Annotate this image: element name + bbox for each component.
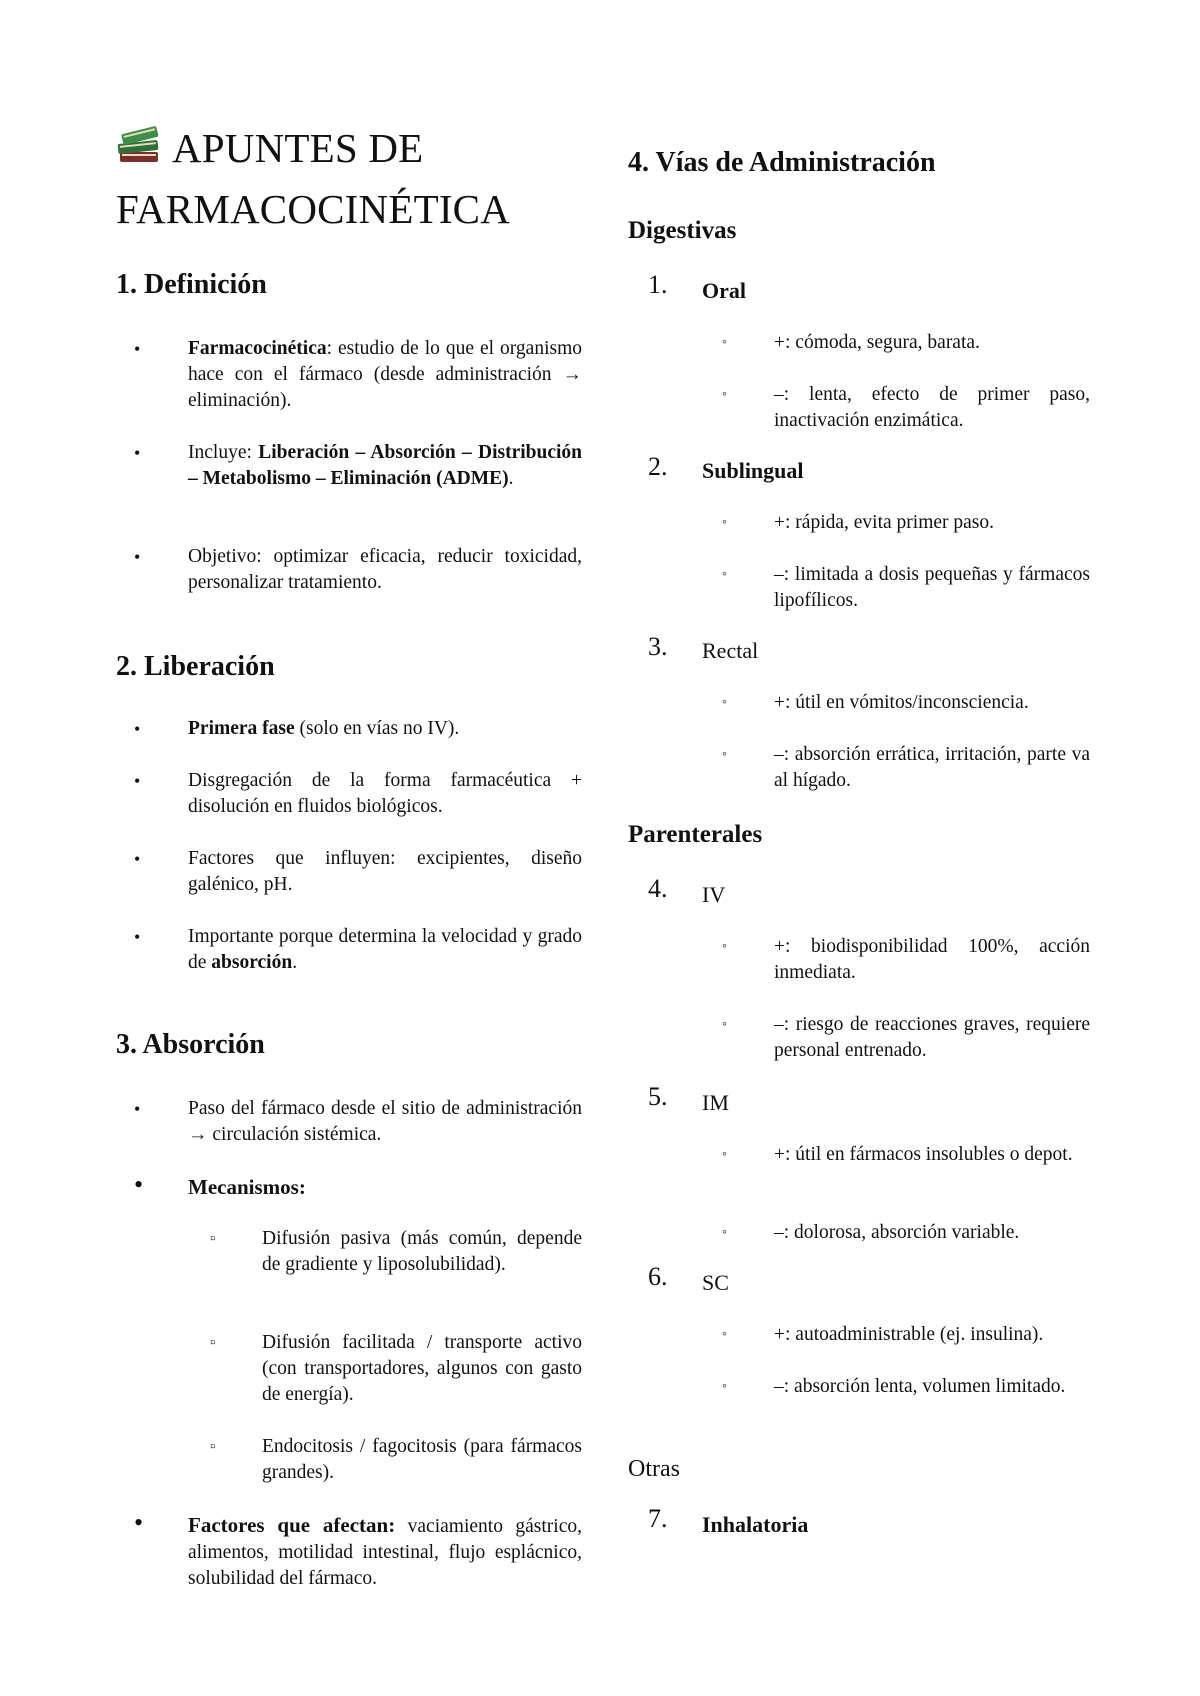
adme-phases: Liberación – Absorción – Distribución – Metabolismo – Eliminación (ADME) [188,442,583,489]
title-line1: APUNTES DE [172,125,424,171]
list-item: • Incluye: Liberación – Absorción – Distribución – Metabolismo – Eliminación (ADME). [134,442,583,489]
bullet: • [134,339,141,359]
route-pro: ◦ +: rápida, evita primer paso. [722,512,995,533]
route-inhalatoria: Inhalatoria [702,1512,809,1537]
subheading-parenterales: Parenterales [628,821,763,848]
heading-vias: 4. Vías de Administración [628,147,936,178]
list-item: • Factores que afectan: vaciamiento gástrico, alimentos, motilidad intestinal, flujo esplácnico, solubilidad del fármaco. [134,1508,582,1589]
list-item: • Mecanismos: [134,1170,306,1199]
route-number: 3. [648,632,668,661]
route-rectal: Rectal [702,638,759,663]
route-oral: Oral [702,278,746,303]
route-number: 4. [648,874,668,903]
route-sc: SC [702,1270,729,1295]
route-pro: ◦ +: útil en vómitos/inconsciencia. [722,692,1029,713]
sub-list-item: ▫ Difusión facilitada / transporte activo (con transportadores, algunos con gasto de energía). [210,1332,582,1405]
heading-definicion: 1. Definición [116,269,267,300]
route-number: 7. [648,1504,668,1533]
route-sublingual: Sublingual [702,458,804,483]
sub-list-item: ▫ Endocitosis / fagocitosis (para fármacos grandes). [210,1436,582,1483]
subheading-digestivas: Digestivas [628,217,737,244]
route-con: ◦ –: riesgo de reacciones graves, requiere personal entrenado. [722,1014,1090,1061]
sub-list-item: ▫ Difusión pasiva (más común, depende de gradiente y liposolubilidad). [210,1228,582,1275]
route-con: ◦ –: absorción errática, irritación, parte va al hígado. [722,744,1090,791]
list-item: • Factores que influyen: excipientes, diseño galénico, pH. [134,848,582,895]
route-con: ◦ –: dolorosa, absorción variable. [722,1222,1020,1243]
heading-liberacion: 2. Liberación [116,651,275,682]
books-icon [116,122,164,164]
list-item: • Primera fase (solo en vías no IV). [134,718,460,739]
route-pro: ◦ +: autoadministrable (ej. insulina). [722,1324,1044,1345]
route-number: 2. [648,452,668,481]
route-iv: IV [702,882,726,907]
page-title [116,118,586,240]
term-farmacocinetica: Farmacocinética [188,338,327,359]
route-con: ◦ –: lenta, efecto de primer paso, inactivación enzimática. [722,384,1090,431]
list-item: • Objetivo: optimizar eficacia, reducir toxicidad, personalizar tratamiento. [134,546,582,593]
subheading-otras: Otras [628,1456,680,1482]
list-item: • Paso del fármaco desde el sitio de administración → circulación sistémica. [134,1098,582,1145]
heading-absorcion: 3. Absorción [116,1029,265,1060]
route-im: IM [702,1090,729,1115]
mecanismos-label: Mecanismos: [188,1175,306,1199]
route-number: 1. [648,270,668,299]
route-number: 5. [648,1082,668,1111]
list-item: • Disgregación de la forma farmacéutica + disolución en fluidos biológicos. [134,770,582,817]
route-pro: ◦ +: biodisponibilidad 100%, acción inmediata. [722,936,1090,983]
route-con: ◦ –: absorción lenta, volumen limitado. [722,1376,1066,1397]
title-line2: FARMACOCINÉTICA [116,186,511,232]
list-item: • Farmacocinética: estudio de lo que el organismo hace con el fármaco (desde administración → eliminación). [134,338,582,411]
route-con: ◦ –: limitada a dosis pequeñas y fármacos lipofílicos. [722,564,1090,611]
list-item: • Importante porque determina la velocidad y grado de absorción. [134,926,582,973]
route-pro: ◦ +: cómoda, segura, barata. [722,332,980,353]
route-number: 6. [648,1262,668,1291]
route-pro: ◦ +: útil en fármacos insolubles o depot. [722,1144,1073,1165]
